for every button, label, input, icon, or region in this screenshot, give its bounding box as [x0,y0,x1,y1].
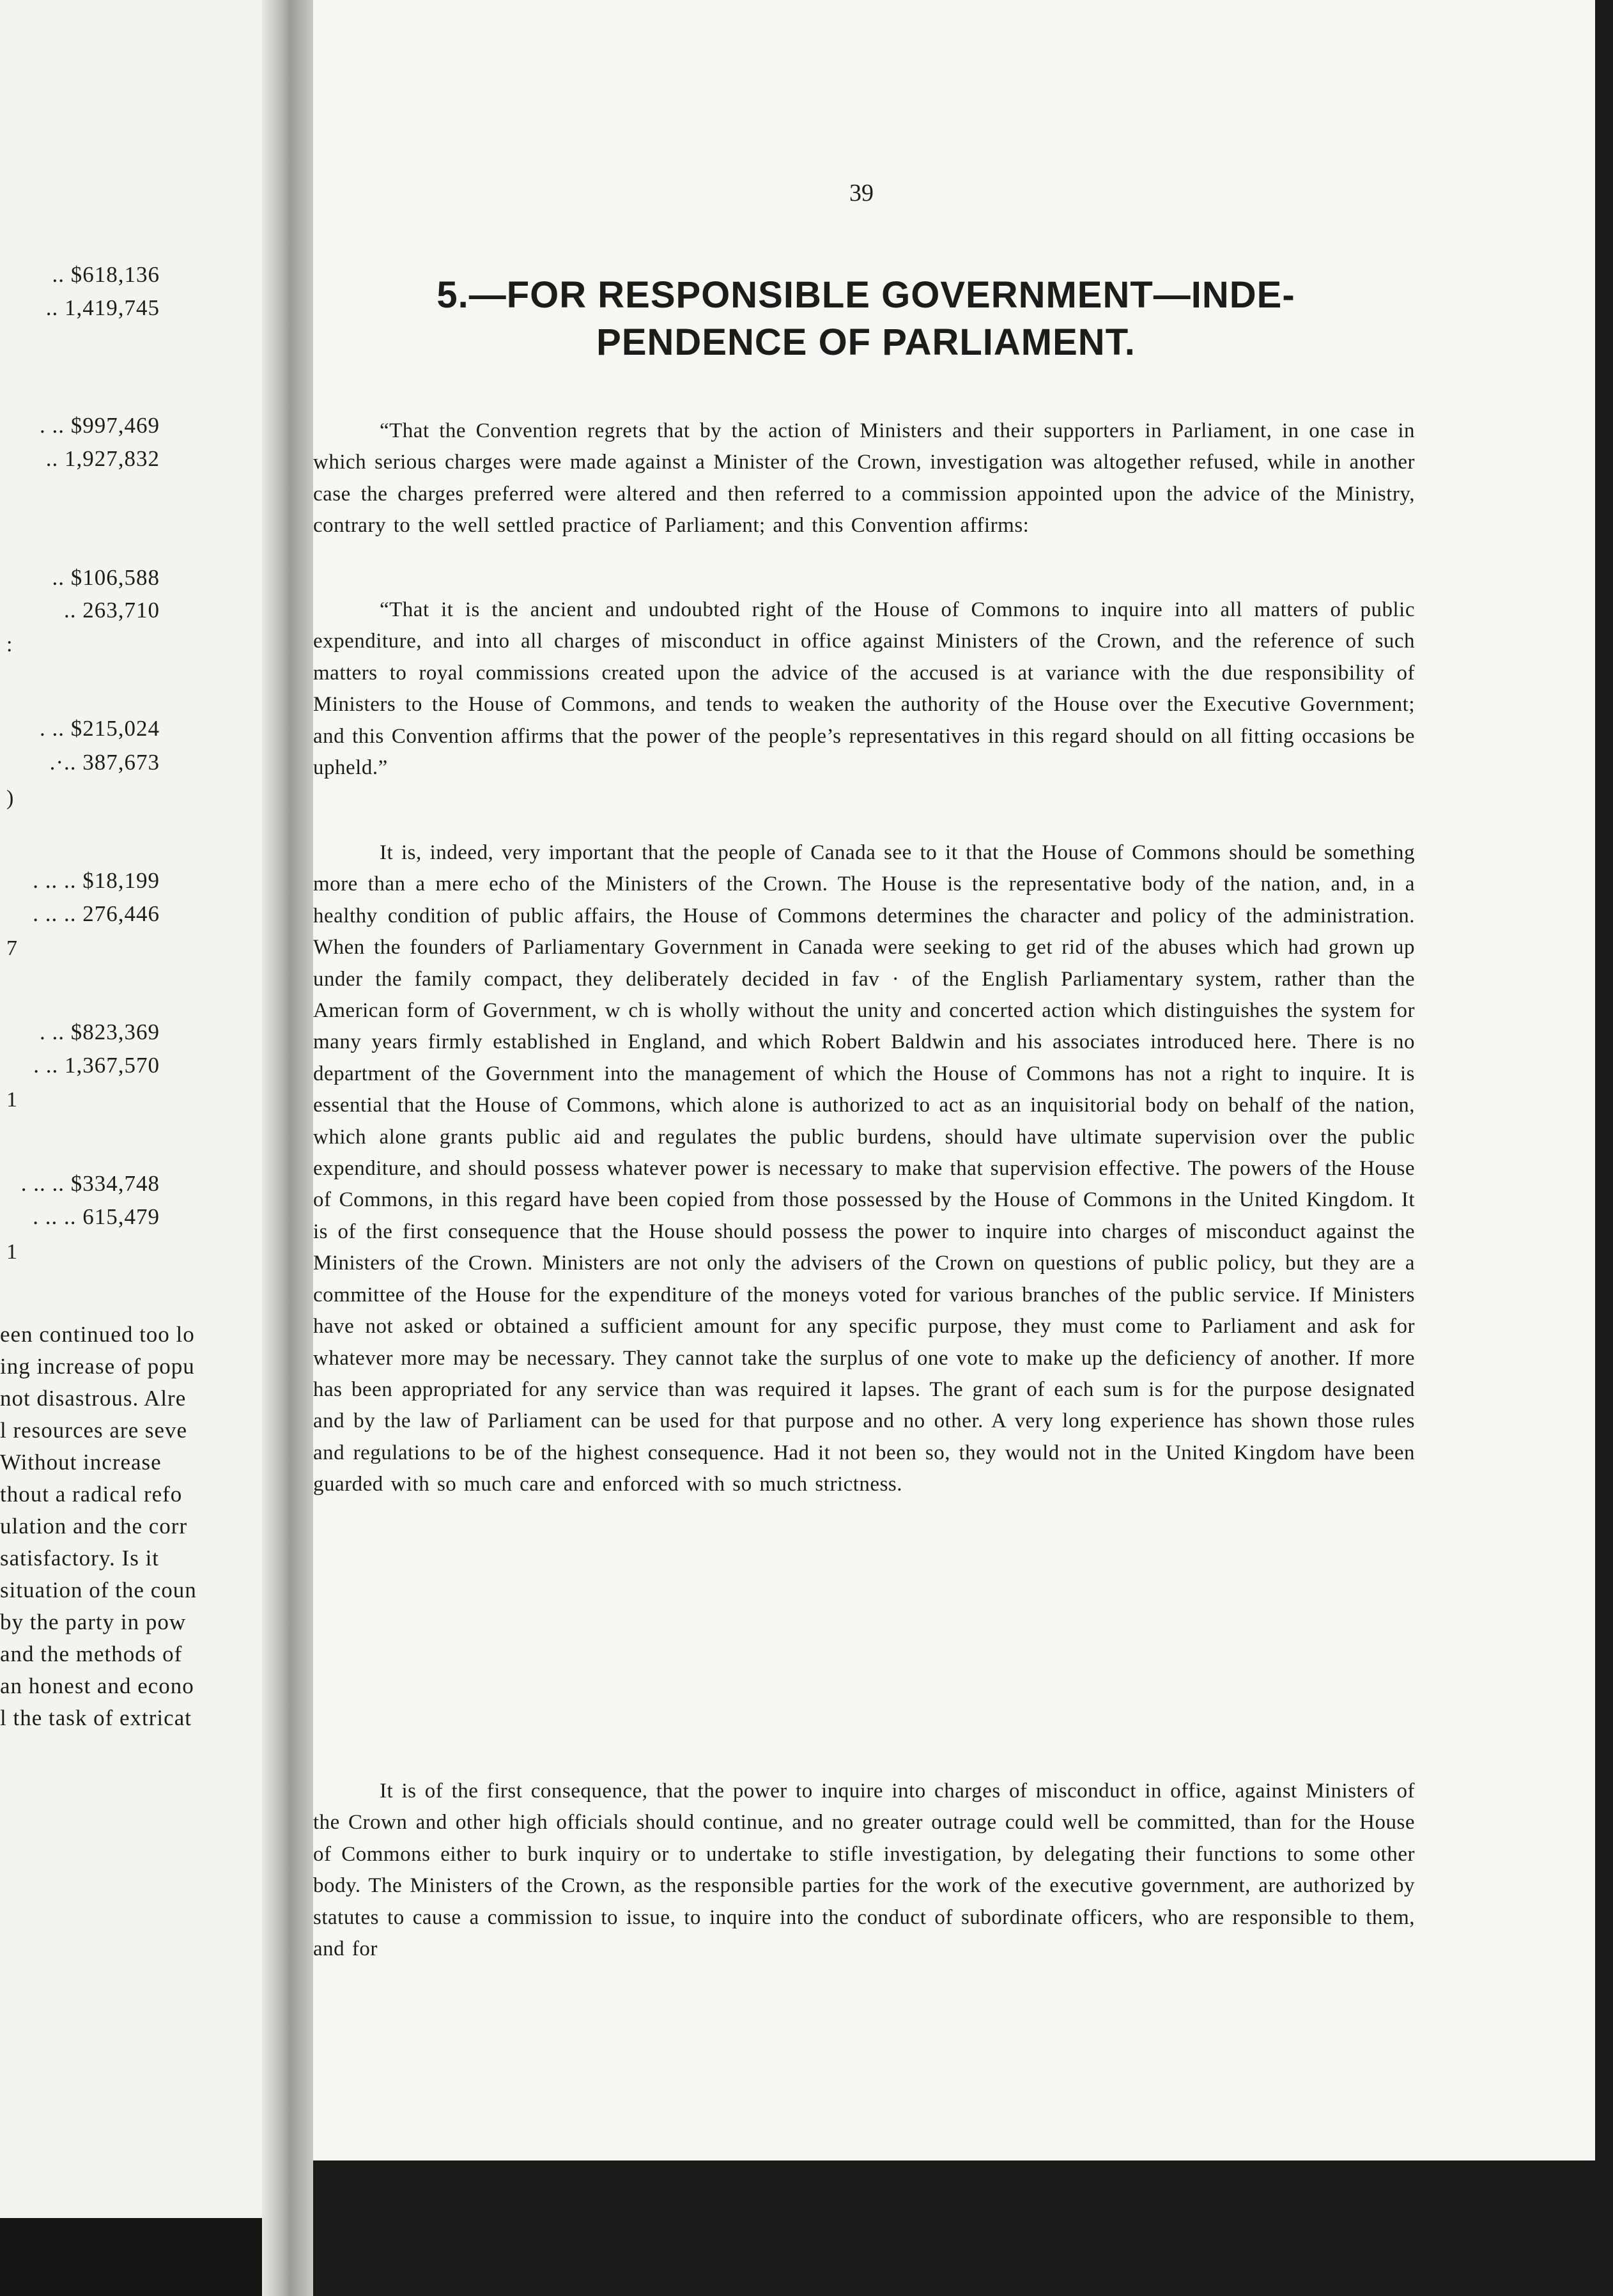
resolution-paragraph [313,594,1415,784]
figure-line: .. $106,588 [52,565,160,590]
stray-mark: : [6,633,13,656]
truncated-line: een continued too lo [0,1322,195,1347]
figure-line: . .. .. 615,479 [33,1204,160,1229]
paragraph-text: “That the Convention regrets that by the action of Ministers and their supporters in Parliament, in one case in which serious charges were made against a Minister of the Crown, investigation was altogether refused, while in another case the charges preferred were altered and then referred to a commission appointed upon the advice of the Ministry, contrary to the well settled practice of Parliament; and this Convention affirms: [313,419,1415,538]
figure-line: . .. .. $18,199 [33,868,160,893]
stray-mark: ) [6,786,14,810]
heading-line: 5.—FOR RESPONSIBLE GOVERNMENT—INDE- [436,274,1295,316]
truncated-line: and the methods of [0,1641,183,1666]
stray-mark: 7 [6,936,17,960]
body-paragraph [313,837,1415,1501]
section-heading [383,272,1348,366]
figure-line: .. 1,927,832 [45,446,160,471]
truncated-line: situation of the coun [0,1578,197,1602]
truncated-line: satisfactory. Is it [0,1546,160,1571]
figure-line: . .. $823,369 [40,1020,160,1044]
figure-line: . .. .. $334,748 [20,1171,160,1196]
figure-line: . .. .. 276,446 [33,901,160,926]
truncated-line: l the task of extricat [0,1705,192,1730]
paragraph-text: “That it is the ancient and undoubted right of the House of Commons to inquire into all matters of public expenditure, and into all charges of misconduct in office against Ministers of the Crown, and the reference of such matters to royal commissions created upon the advice of the accused is at variance with the due responsibility of Ministers to the House of Commons, and tends to weaken the authority of the House over the Executive Government; and this Convention affirms that the power of the people’s representatives in this regard should on all fitting occasions be upheld.” [313,598,1415,780]
paragraph-text: It is, indeed, very important that the people of Canada see to it that the House of Commons should be something more than a mere echo of the Ministers of the Crown. The House is the representative body of the nation, and, in a healthy condition of public affairs, the House of Commons determines the character and policy of the administration. When the founders of Parliamentary Government in Canada were seeking to get rid of the abuses which had grown up under the family compact, they deliberately decided in fav · of the English Parliamentary system, rather than the American form of Government, w ch is wholly without the unity and concerted action which distinguishes the system for many years firmly established in England, and which Robert Baldwin and his associates introduced here. There is no department of the Government into the management of which the House of Commons has not a right to inquire. It is essential that the House of Commons, which alone is authorized to act as an inquisitorial body on behalf of the nation, which alone grants public aid and regulates the public burdens, should have ultimate supervision over the public expenditure, and should possess whatever power is necessary to make that supervision effective. The powers of the House of Commons, in this regard have been copied from those possessed by the House of Commons in the United Kingdom. It is of the first consequence that the House should possess the power to inquire into charges of misconduct against the Ministers of the Crown. Ministers are not only the advisers of the Crown on questions of public policy, but they are a committee of the House for the expenditure of the moneys voted for various branches of the public service. If Ministers have not asked or obtained a sufficient amount for any specific purpose, they must come to Parliament and ask for whatever more may be necessary. They cannot take the surplus of one vote to make up the deficiency of another. If more has been appropriated for any service than was required it lapses. The grant of each sum is for the purpose designated and by the law of Parliament can be used for that purpose and no other. A very long experience has shown those rules and regulations to be of the highest consequence. Had it not been so, they would not in the United Kingdom have been guarded with so much care and enforced with so much strictness. [313,841,1415,1496]
truncated-line: by the party in pow [0,1610,187,1634]
page-number: 39 [849,180,874,206]
body-paragraph [313,1776,1415,1965]
scan-background [0,2218,275,2296]
page-gutter [262,0,313,2296]
truncated-line: Without increase [0,1450,162,1475]
stray-mark: 1 [6,1240,17,1264]
heading-line: PENDENCE OF PARLIAMENT. [596,322,1136,363]
figure-line: .·.. 387,673 [49,750,160,775]
figure-line: . .. $215,024 [40,716,160,741]
truncated-line: thout a radical refo [0,1482,183,1507]
figure-line: .. $618,136 [52,262,160,287]
figure-line: . .. 1,367,570 [33,1053,160,1078]
paragraph-text: It is of the first consequence, that the power to inquire into charges of misconduct in office, against Ministers of the Crown and other high officials should continue, and no greater outrage could well be committed, than for the House of Commons either to burk inquiry or to undertake to stifle investigation, by delegating their functions to some other body. The Ministers of the Crown, as the responsible parties for the work of the executive government, are authorized by statutes to cause a commission to issue, to inquire into the conduct of subordinate officers, who are responsible to them, and for [313,1780,1415,1961]
truncated-line: an honest and econo [0,1673,194,1698]
figure-line: . .. $997,469 [40,413,160,438]
truncated-line: l resources are seve [0,1418,188,1443]
figure-line: .. 263,710 [64,598,160,623]
truncated-line: not disastrous. Alre [0,1386,187,1411]
figure-line: .. 1,419,745 [45,295,160,320]
left-page [0,0,275,2218]
truncated-line: ing increase of popu [0,1354,195,1379]
resolution-paragraph [313,415,1415,542]
truncated-line: ulation and the corr [0,1514,188,1539]
stray-mark: 1 [6,1088,17,1112]
